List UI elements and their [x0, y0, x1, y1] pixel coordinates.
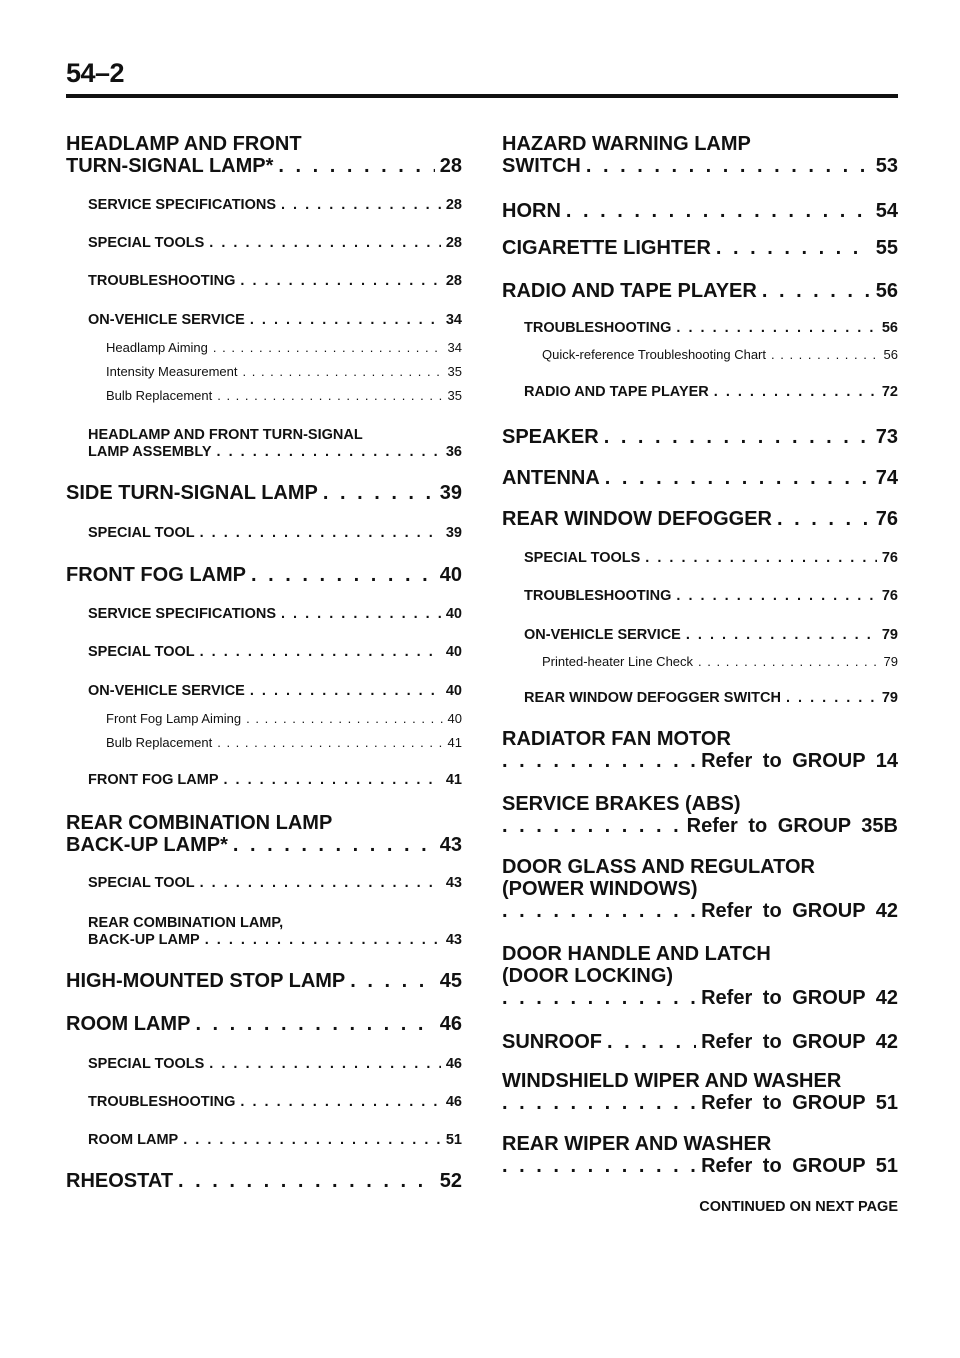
- dot-leader: [213, 339, 443, 356]
- toc-entry: [502, 133, 898, 177]
- toc-entry: [502, 467, 898, 489]
- toc-entry: [66, 606, 462, 623]
- dot-leader: [200, 644, 441, 661]
- dot-leader: [762, 280, 871, 302]
- dot-leader: [183, 1132, 441, 1149]
- toc-entry: [502, 237, 898, 259]
- dot-leader: [502, 1155, 695, 1177]
- toc-entry-page: 43: [445, 932, 462, 948]
- dot-leader: [178, 1170, 435, 1192]
- toc-entry: [66, 970, 462, 992]
- toc-entry-title: REAR COMBINATION LAMP: [66, 812, 333, 834]
- toc-entry: [502, 1133, 898, 1177]
- toc-entry-title: WINDSHIELD WIPER AND WASHER: [502, 1070, 842, 1092]
- dot-leader: [233, 834, 435, 856]
- toc-entry-page: 79: [881, 690, 898, 706]
- toc-entry-page: 41: [445, 772, 462, 788]
- toc-entry: [66, 387, 462, 404]
- toc-entry-reference: Refer to GROUP 42: [701, 987, 898, 1009]
- toc-entry-title: ANTENNA: [502, 467, 600, 489]
- toc-entry: [66, 564, 462, 586]
- toc-entry-title: BACK-UP LAMP: [88, 932, 200, 948]
- toc-entry-reference: Refer to GROUP 42: [701, 900, 898, 922]
- toc-entry: [66, 1056, 462, 1073]
- toc-entry-page: 35: [447, 388, 462, 403]
- toc-entry-title: FRONT FOG LAMP: [66, 564, 246, 586]
- toc-entry-page: 53: [875, 155, 898, 177]
- toc-entry-title: SPECIAL TOOL: [88, 644, 195, 660]
- toc-entry: [66, 273, 462, 290]
- toc-entry: [502, 200, 898, 222]
- toc-entry: [66, 734, 462, 751]
- toc-entry-title: TROUBLESHOOTING: [88, 1094, 236, 1110]
- toc-entry-title: ON-VEHICLE SERVICE: [88, 683, 245, 699]
- dot-leader: [771, 346, 879, 363]
- dot-leader: [200, 525, 441, 542]
- toc-entry: [502, 1070, 898, 1114]
- toc-entry-page: 28: [445, 273, 462, 289]
- toc-entry-title: HEADLAMP AND FRONT TURN-SIGNAL: [88, 427, 363, 443]
- dot-leader: [224, 772, 441, 789]
- toc-entry-title: Quick-reference Troubleshooting Chart: [542, 347, 767, 362]
- dot-leader: [566, 200, 871, 222]
- toc-entry: [66, 312, 462, 329]
- dot-leader: [278, 155, 434, 177]
- dot-leader: [217, 387, 442, 404]
- dot-leader: [502, 815, 681, 837]
- toc-entry-title: HEADLAMP AND FRONT: [66, 133, 302, 155]
- toc-entry-title: SPECIAL TOOL: [88, 525, 195, 541]
- toc-entry-page: 34: [445, 312, 462, 328]
- toc-entry-page: 56: [881, 320, 898, 336]
- toc-entry-page: 28: [439, 155, 462, 177]
- toc-entry-page: 43: [445, 875, 462, 891]
- toc-entry: [66, 235, 462, 252]
- toc-entry: [502, 508, 898, 530]
- toc-entry-page: 76: [881, 588, 898, 604]
- dot-leader: [698, 653, 879, 670]
- dot-leader: [686, 627, 877, 644]
- toc-entry-title: (POWER WINDOWS): [502, 878, 698, 900]
- toc-entry-title: SERVICE SPECIFICATIONS: [88, 606, 276, 622]
- toc-entry: [502, 550, 898, 567]
- toc-entry: [502, 1031, 898, 1053]
- toc-entry-page: 40: [445, 606, 462, 622]
- dot-leader: [250, 312, 441, 329]
- toc-entry: [502, 627, 898, 644]
- toc-entry-title: RHEOSTAT: [66, 1170, 174, 1192]
- continued-note: CONTINUED ON NEXT PAGE: [699, 1199, 898, 1215]
- page-header: [66, 58, 898, 98]
- toc-entry-title: TROUBLESHOOTING: [524, 588, 672, 604]
- toc-entry: [66, 644, 462, 661]
- dot-leader: [323, 482, 435, 504]
- toc-entry-title: LAMP ASSEMBLY: [88, 444, 212, 460]
- page-number: 54–2: [66, 58, 125, 88]
- toc-entry-page: 43: [439, 834, 462, 856]
- toc-entry-title: ROOM LAMP: [66, 1013, 191, 1035]
- toc-entry: [502, 320, 898, 337]
- dot-leader: [350, 970, 434, 992]
- dot-leader: [240, 1094, 440, 1111]
- toc-entry-title: ON-VEHICLE SERVICE: [88, 312, 245, 328]
- toc-entry-title: REAR COMBINATION LAMP,: [88, 915, 284, 931]
- toc-entry-page: 39: [439, 482, 462, 504]
- dot-leader: [777, 508, 871, 530]
- dot-leader: [586, 155, 871, 177]
- toc-entry: [66, 1013, 462, 1035]
- toc-entry-page: 36: [445, 444, 462, 460]
- toc-entry-page: 28: [445, 197, 462, 213]
- toc-entry-title: SUNROOF: [502, 1031, 602, 1053]
- toc-entry-page: 45: [439, 970, 462, 992]
- toc-entry-reference: Refer to GROUP 14: [701, 750, 898, 772]
- toc-entry-page: 40: [445, 644, 462, 660]
- toc-entry-reference: Refer to GROUP 51: [701, 1155, 898, 1177]
- toc-entry: [66, 812, 462, 856]
- toc-entry-title: TURN-SIGNAL LAMP*: [66, 155, 274, 177]
- toc-entry-page: 79: [883, 654, 898, 669]
- toc-entry-title: Headlamp Aiming: [106, 340, 208, 355]
- toc-entry-title: SPECIAL TOOLS: [88, 1056, 205, 1072]
- toc-entry-title: DOOR GLASS AND REGULATOR: [502, 856, 815, 878]
- toc-entry-page: 79: [881, 627, 898, 643]
- toc-entry-page: 40: [439, 564, 462, 586]
- dot-leader: [676, 588, 876, 605]
- toc-entry-page: 35: [447, 364, 462, 379]
- toc-entry-page: 40: [445, 683, 462, 699]
- dot-leader: [217, 734, 442, 751]
- toc-entry-title: TROUBLESHOOTING: [524, 320, 672, 336]
- toc-entry-reference: Refer to GROUP 35B: [686, 815, 898, 837]
- toc-entry: [502, 728, 898, 772]
- toc-entry-page: 40: [447, 711, 462, 726]
- toc-entry-title: FRONT FOG LAMP: [88, 772, 219, 788]
- dot-leader: [205, 932, 441, 949]
- toc-entry: [66, 772, 462, 789]
- toc-entry-page: 52: [439, 1170, 462, 1192]
- toc-entry-title: Bulb Replacement: [106, 388, 213, 403]
- toc-entry: [66, 710, 462, 727]
- toc-entry: [66, 1170, 462, 1192]
- toc-entry-page: 34: [447, 340, 462, 355]
- toc-entry: [66, 1132, 462, 1149]
- toc-entry-page: 56: [875, 280, 898, 302]
- toc-entry: [66, 133, 462, 177]
- toc-entry: [502, 280, 898, 302]
- toc-entry-title: RADIATOR FAN MOTOR: [502, 728, 731, 750]
- toc-entry-title: TROUBLESHOOTING: [88, 273, 236, 289]
- toc-entry-title: SIDE TURN-SIGNAL LAMP: [66, 482, 318, 504]
- dot-leader: [676, 320, 876, 337]
- toc-entry: [502, 856, 898, 922]
- dot-leader: [243, 363, 443, 380]
- toc-entry-page: 46: [445, 1094, 462, 1110]
- toc-entry-title: SPEAKER: [502, 426, 599, 448]
- toc-entry: [502, 346, 898, 363]
- toc-entry-title: SPECIAL TOOLS: [524, 550, 641, 566]
- dot-leader: [645, 550, 877, 567]
- toc-entry-title: SPECIAL TOOLS: [88, 235, 205, 251]
- dot-leader: [209, 235, 441, 252]
- toc-entry-title: ROOM LAMP: [88, 1132, 179, 1148]
- toc-entry-page: 72: [881, 384, 898, 400]
- toc-entry: [66, 482, 462, 504]
- toc-entry: [502, 426, 898, 448]
- toc-entry-page: 28: [445, 235, 462, 251]
- toc-entry-title: Front Fog Lamp Aiming: [106, 711, 242, 726]
- dot-leader: [605, 467, 871, 489]
- toc-entry-title: DOOR HANDLE AND LATCH: [502, 943, 771, 965]
- toc-entry: [66, 915, 462, 949]
- toc-entry: [66, 683, 462, 700]
- dot-leader: [246, 710, 442, 727]
- toc-entry: [502, 793, 898, 837]
- dot-leader: [209, 1056, 441, 1073]
- toc-entry: [66, 197, 462, 214]
- dot-leader: [716, 237, 871, 259]
- toc-entry-page: 46: [445, 1056, 462, 1072]
- dot-leader: [714, 384, 877, 401]
- toc-entry-title: ON-VEHICLE SERVICE: [524, 627, 681, 643]
- toc-entry-page: 74: [875, 467, 898, 489]
- toc-entry-page: 73: [875, 426, 898, 448]
- toc-entry-title: RADIO AND TAPE PLAYER: [524, 384, 709, 400]
- toc-entry-title: Printed-heater Line Check: [542, 654, 694, 669]
- dot-leader: [251, 564, 435, 586]
- toc-entry-title: SERVICE SPECIFICATIONS: [88, 197, 276, 213]
- toc-entry-title: SWITCH: [502, 155, 581, 177]
- dot-leader: [502, 750, 695, 772]
- toc-entry-page: 54: [875, 200, 898, 222]
- header-rule: [66, 94, 898, 98]
- toc-entry-page: 46: [439, 1013, 462, 1035]
- toc-entry-page: 56: [883, 347, 898, 362]
- toc-entry-title: REAR WINDOW DEFOGGER: [502, 508, 772, 530]
- toc-entry-title: SPECIAL TOOL: [88, 875, 195, 891]
- toc-entry-title: Bulb Replacement: [106, 735, 213, 750]
- toc-entry-title: BACK-UP LAMP*: [66, 834, 228, 856]
- toc-entry-reference: Refer to GROUP 42: [701, 1031, 898, 1053]
- toc-entry-title: HORN: [502, 200, 561, 222]
- toc-entry: [502, 588, 898, 605]
- dot-leader: [502, 987, 695, 1009]
- dot-leader: [250, 683, 441, 700]
- toc-entry: [66, 875, 462, 892]
- dot-leader: [200, 875, 441, 892]
- toc-entry: [66, 525, 462, 542]
- dot-leader: [281, 197, 441, 214]
- toc-entry: [502, 653, 898, 670]
- toc-entry-title: Intensity Measurement: [106, 364, 238, 379]
- toc-entry-title: REAR WIPER AND WASHER: [502, 1133, 772, 1155]
- toc-entry: [502, 384, 898, 401]
- toc-entry-title: REAR WINDOW DEFOGGER SWITCH: [524, 690, 781, 706]
- toc-entry-title: HIGH-MOUNTED STOP LAMP: [66, 970, 346, 992]
- dot-leader: [240, 273, 440, 290]
- toc-entry-title: CIGARETTE LIGHTER: [502, 237, 711, 259]
- dot-leader: [607, 1031, 696, 1053]
- dot-leader: [502, 900, 695, 922]
- toc-entry-page: 41: [447, 735, 462, 750]
- dot-leader: [217, 444, 441, 461]
- dot-leader: [281, 606, 441, 623]
- toc-entry-title: (DOOR LOCKING): [502, 965, 674, 987]
- toc-entry-reference: Refer to GROUP 51: [701, 1092, 898, 1114]
- dot-leader: [502, 1092, 695, 1114]
- dot-leader: [604, 426, 871, 448]
- toc-entry-title: RADIO AND TAPE PLAYER: [502, 280, 757, 302]
- toc-entry: [502, 690, 898, 707]
- toc-entry-page: 76: [875, 508, 898, 530]
- dot-leader: [786, 690, 877, 707]
- toc-entry-title: HAZARD WARNING LAMP: [502, 133, 751, 155]
- toc-entry: [66, 363, 462, 380]
- dot-leader: [195, 1013, 434, 1035]
- toc-entry-page: 39: [445, 525, 462, 541]
- toc-entry-page: 55: [875, 237, 898, 259]
- toc-entry-page: 76: [881, 550, 898, 566]
- toc-entry: [66, 339, 462, 356]
- toc-entry: [66, 427, 462, 461]
- toc-entry-page: 51: [445, 1132, 462, 1148]
- toc-entry: [66, 1094, 462, 1111]
- toc-entry: [502, 943, 898, 1009]
- toc-entry-title: SERVICE BRAKES (ABS): [502, 793, 741, 815]
